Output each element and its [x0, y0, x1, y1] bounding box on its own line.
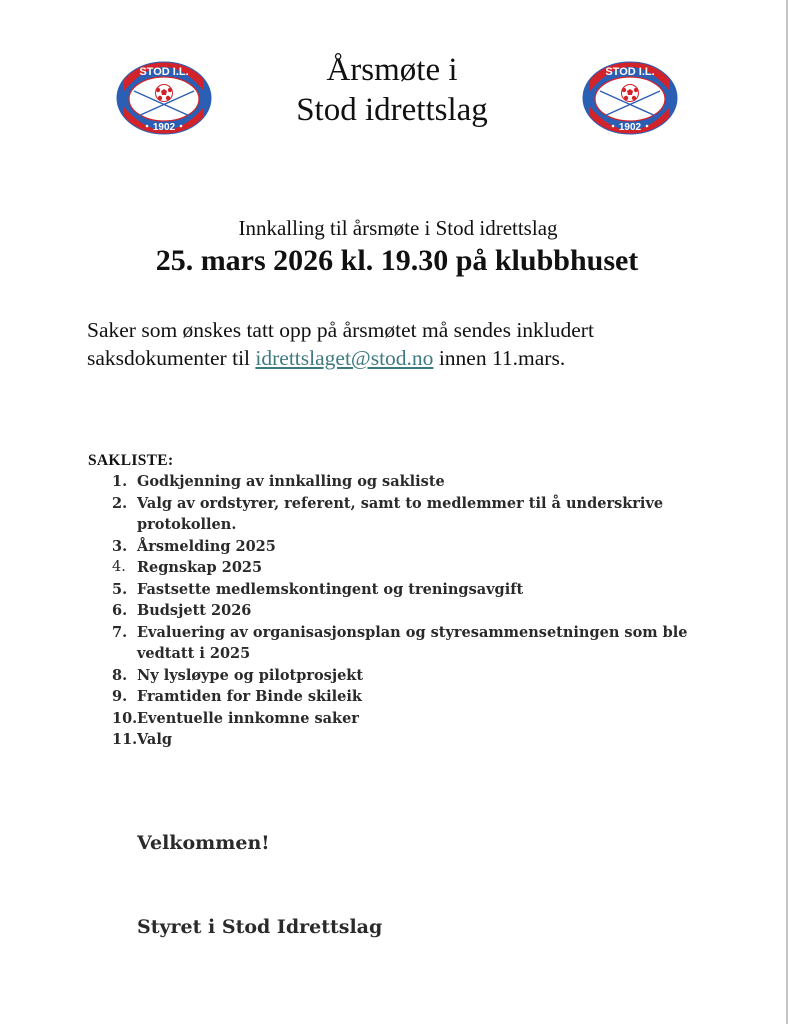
document-title-line-1: Årsmøte i	[326, 52, 458, 88]
agenda-item-text: Framtiden for Binde skileik	[137, 688, 362, 705]
agenda-item-number: 10.	[112, 709, 138, 727]
agenda-item-text: Evaluering av organisasjonsplan og styresammensetningen som ble vedtatt i 2025	[137, 623, 688, 662]
agenda-item-number: 2.	[112, 494, 128, 512]
logo-year-text: 1902	[152, 122, 176, 133]
notice-text-before: Saker som ønskes tatt opp på årsmøtet må sendes inkludert saksdokumenter til	[87, 318, 594, 370]
agenda-item	[112, 708, 712, 730]
invitation-subtitle: Innkalling til årsmøte i Stod idrettslag	[238, 216, 558, 240]
agenda-list	[112, 471, 712, 751]
agenda-item-text: Ny lysløype og pilotprosjekt	[137, 666, 364, 684]
agenda-item-text: Valg	[137, 731, 172, 748]
logo-year-text: 1902	[618, 122, 642, 133]
agenda-item-text: Valg av ordstyrer, referent, samt to medlemmer til å underskrive protokollen.	[137, 494, 664, 533]
agenda-item	[112, 600, 712, 622]
agenda-item-text: Regnskap 2025	[137, 559, 263, 576]
logo-top-text: STOD I.L.	[139, 66, 189, 78]
agenda-item-text: Budsjett 2026	[137, 602, 252, 619]
agenda-item-text: Årsmelding 2025	[137, 537, 276, 555]
agenda-item-number: 1.	[112, 473, 128, 490]
agenda-item	[112, 622, 712, 665]
email-link[interactable]: idrettslaget@stod.no	[255, 346, 434, 370]
agenda-item	[112, 686, 712, 708]
submission-notice	[87, 316, 737, 372]
notice-text-after: innen 11.mars.	[433, 346, 566, 370]
meeting-date-headline: 25. mars 2026 kl. 19.30 på klubbhuset	[155, 244, 639, 277]
agenda-item-number: 8.	[112, 666, 128, 684]
agenda-item-number: 9.	[112, 688, 128, 705]
agenda-item-number: 4.	[112, 559, 126, 575]
agenda-item	[112, 471, 712, 493]
agenda-item	[112, 536, 712, 558]
agenda-item-number: 3.	[112, 537, 128, 555]
agenda-item-number: 7.	[112, 623, 128, 641]
signature-text: Styret i Stod Idrettslag	[137, 916, 383, 938]
agenda-item	[112, 665, 712, 687]
agenda-item-number: 11.	[112, 731, 138, 748]
agenda-item	[112, 579, 712, 601]
agenda-item	[112, 557, 712, 579]
agenda-item-text: Eventuelle innkomne saker	[137, 709, 359, 727]
agenda-item-number: 6.	[112, 602, 128, 619]
agenda-item	[112, 493, 712, 536]
agenda-heading: SAKLISTE:	[88, 452, 174, 469]
agenda-item-text: Godkjenning av innkalling og sakliste	[137, 473, 445, 490]
agenda-item	[112, 729, 712, 751]
welcome-text: Velkommen!	[137, 832, 270, 854]
agenda-item-text: Fastsette medlemskontingent og treningsavgift	[137, 580, 524, 598]
document-title-line-2: Stod idrettslag	[296, 92, 488, 128]
agenda-item-number: 5.	[112, 580, 128, 598]
logo-top-text: STOD I.L.	[605, 66, 655, 78]
